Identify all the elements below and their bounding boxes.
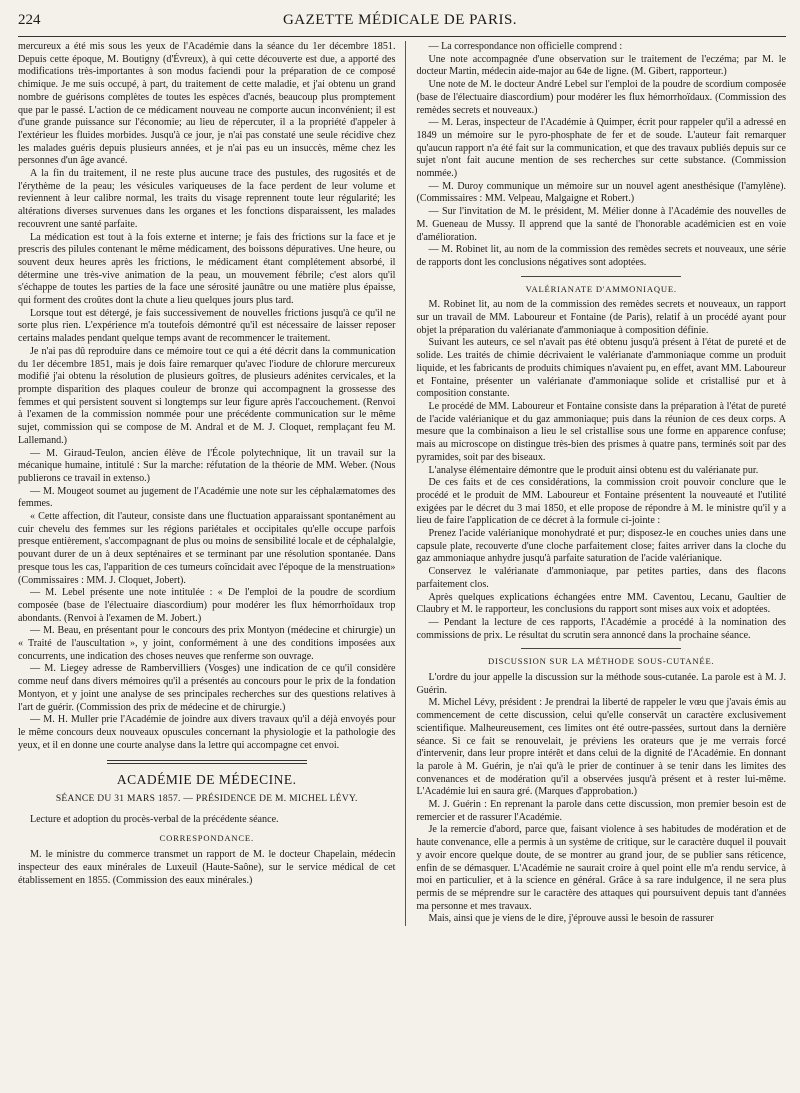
- subsection-heading: CORRESPONDANCE.: [159, 833, 254, 844]
- paragraph: Une note accompagnée d'une observation sur le traitement de l'eczéma; par M. le docteur Martin, médecin aide-major au 64e de ligne. (M. Gibert, rapporteur.): [416, 53, 786, 78]
- seance-heading: SÉANCE DU 31 MARS 1857. — PRÉSIDENCE DE M. MICHEL LÉVY.: [55, 794, 358, 805]
- section-divider: [521, 648, 681, 649]
- paragraph: M. Robinet lit, au nom de la commission des remèdes secrets et nouveaux, un rapport sur un travail de MM. Laboureur et Fontaine (de Paris), relatif à un procédé ayant pour objet la préparation du valérianate d'ammoniaque à composition définie.: [416, 299, 786, 336]
- journal-title: GAZETTE MÉDICALE DE PARIS.: [282, 12, 518, 28]
- left-column: [18, 41, 406, 926]
- paragraph: M. le ministre du commerce transmet un rapport de M. le docteur Chapelain, médecin inspecteur des eaux minérales de Luxeuil (Haute-Saône), sur le service médical de cet établissement en 1855. (Commission des eaux minérales.): [18, 849, 396, 886]
- paragraph: « Cette affection, dit l'auteur, consiste dans une fluctuation apparaissant spontanément au cuir chevelu des femmes sur les régions pariétales et occipitales qu'elle occupe parfois presque entièrement, s'accompagnant de plus ou moins de sensibilité locale et de céphalalgie, pouvant durer de un à deux septénaires et se terminant par une résolution spontanée. Dans presque tous les cas, l'apparition de ces tumeurs coïncidait avec l'époque de la menstruation» (Commissaires : MM. J. Cloquet, Jobert).: [18, 511, 396, 586]
- paragraph: — M. Giraud-Teulon, ancien élève de l'École polytechnique, lit un travail sur la mécanique humaine, intitulé : Sur la marche: réfutation de la théorie de MM. Weber. (Nous publierons ce travail in extenso.): [18, 447, 396, 484]
- paragraph: — Pendant la lecture de ces rapports, l'Académie a procédé à la nomination des commissions de prix. Le résultat du scrutin sera annoncé dans la prochaine séance.: [416, 616, 786, 641]
- page-header: [18, 12, 786, 37]
- paragraph: M. J. Guérin : En reprenant la parole dans cette discussion, mon premier besoin est de remercier et de rassurer l'Académie.: [416, 799, 786, 823]
- paragraph: Conservez le valérianate d'ammoniaque, par petites parties, dans des flacons parfaitement clos.: [416, 566, 786, 590]
- paragraph: Après quelques explications échangées entre MM. Caventou, Lecanu, Gaultier de Claubry et M. le rapporteur, les conclusions du rapport sont mises aux voix et adoptées.: [416, 591, 786, 616]
- paragraph: — M. Robinet lit, au nom de la commission des remèdes secrets et nouveaux, une série de rapports dont les conclusions négatives sont adoptées.: [416, 244, 786, 268]
- paragraph: — M. Leras, inspecteur de l'Académie à Quimper, écrit pour rappeler qu'il a adressé en 1849 un mémoire sur le pyro-phosphate de fer et de soude. L'auteur fait remarquer qu'aucun rapport n'a été fait sur la communication, et que des travaux publiés depuis sur ce sujet n'ont fait aucune mention de ses recherches sur cette substance. (Commission nommée.): [416, 117, 786, 180]
- paragraph: Je n'ai pas dû reproduire dans ce mémoire tout ce qui a été décrit dans la communication du 1er décembre 1851, mais je dois faire remarquer qu'avec l'iodure de chlorure mercureux modifié j'ai obtenu la résolution de plusieurs goîtres, de plusieurs adénites cervicales, et la prompte disparition des plaques couleur de bronze qui accompagnent la grossesse des femmes et qui persistent souvent si longtemps sur leur figure après l'accouchement. (Renvoi à l'examen de la commission nommée pour une précédente communication sur le même sujet, commission qui se compose de M. Andral et de M. J. Cloquet, remplaçant feu M. Lallemand.): [18, 345, 396, 446]
- paragraph: Lecture et adoption du procès-verbal de la précédente séance.: [30, 813, 279, 825]
- paragraph: La médication est tout à la fois externe et interne; je fais des frictions sur la face et je prescris des pilules contenant le même médicament, des boissons dépuratives. Une heure, ou souvent deux heures après les frictions, le médicament étant complétement absorbé, il détermine une très-vive animation de la peau, un mouvement fébrile; c'est alors qu'il s'échappe de toutes les parties de la face une sérosité jaunâtre ou une matière plus épaisse, qui forment des croûtes dont la chute a lieu quelques jours plus tard.: [18, 231, 396, 307]
- paragraph: De ces faits et de ces considérations, la commission croit pouvoir conclure que le procédé et le produit de MM. Laboureur et Fontaine présentent la nouveauté et l'utilité exigées par le décret du 3 mai 1850, et elle propose de répondre à M. le ministre qu'il y a lieu de faire l'application de ce décret à la formule ci-jointe :: [416, 477, 786, 527]
- paragraph: L'analyse élémentaire démontre que le produit ainsi obtenu est du valérianate pur.: [428, 464, 759, 476]
- section-divider: [107, 760, 307, 764]
- section-divider: [521, 276, 681, 277]
- paragraph: — M. Beau, en présentant pour le concours des prix Montyon (médecine et chirurgie) un « Traité de l'auscultation », y joint, conformément à une des conditions imposées aux concurrents, une indication des choses neuves que renferme son ouvrage.: [18, 625, 396, 662]
- page-number: 224: [18, 12, 41, 28]
- paragraph: L'ordre du jour appelle la discussion sur la méthode sous-cutanée. La parole est à M. J. Guérin.: [416, 672, 786, 696]
- paragraph: — La correspondance non officielle comprend :: [428, 41, 623, 52]
- section-title: ACADÉMIE DE MÉDECINE.: [116, 772, 297, 788]
- paragraph: A la fin du traitement, il ne reste plus aucune trace des pustules, des rugosités et de l'érythème de la peau; les vésicules variqueuses de la face perdent de leur volume et reviennent à leur calibre normal, les traits du visage reprennent toute leur régularité; les altérations diverses survenues dans les organes et les fonctions disparaissent, les malades recouvrent une santé parfaite.: [18, 168, 396, 230]
- paragraph: — M. H. Muller prie l'Académie de joindre aux divers travaux qu'il a déjà envoyés pour le même concours deux nouveaux opuscules concernant la physiologie et la pathologie des yeux, et il en donne une courte analyse dans la lettre qui accompagne cet envoi.: [18, 714, 396, 751]
- paragraph: — M. Lebel présente une note intitulée : « De l'emploi de la poudre de scordium composée (base de l'électuaire diascordium) pour modérer les flux hémorrhoïdaux trop abondants. (Renvoi à l'examen de M. Jobert.): [18, 587, 396, 624]
- paragraph: Le procédé de MM. Laboureur et Fontaine consiste dans la préparation à l'état de pureté de l'acide valérianique et du gaz ammoniaque; puis dans la réunion de ces deux corps. A mesure que la combinaison a lieu le sel cristallise sous une forme en apparence confuse; mais au microscope on distingue très-bien des prismes à quatre pans, terminés soit par des pyramides, soit par des biseaux.: [416, 400, 786, 463]
- right-column: [406, 41, 786, 926]
- paragraph: M. Michel Lévy, président : Je prendrai la liberté de rappeler le vœu que j'avais émis au commencement de cette discussion, celui qu'elle conservât un caractère exclusivement scientifique. Malheureusement, ces limites ont été outre-passées, surtout dans la dernière séance. Si ce fait se renouvelait, je préviens les orateurs que je me verrais forcé d'intervenir, dans leur propre intérêt et dans celui de la dignité de l'Académie. En donnant la parole à M. Guérin, je n'ai qu'à le prier de continuer à se tenir dans les limites des convenances et de modération qu'il a observées jusqu'à présent et à rester lui-même. L'Académie lui en saura gré. (Marques d'approbation.): [416, 697, 786, 798]
- paragraph: — Sur l'invitation de M. le président, M. Mélier donne à l'Académie des nouvelles de M. Gueneau de Mussy. Il apprend que la santé de l'honorable académicien est en voie d'amélioration.: [416, 206, 786, 243]
- paragraph: Mais, ainsi que je viens de le dire, j'éprouve aussi le besoin de rassurer: [428, 913, 714, 925]
- paragraph: Je la remercie d'abord, parce que, faisant violence à ses habitudes de modération et de haute convenance, elle a permis à un système de critique, sur le caractère duquel il pouvait y avoir encore quelque doute, de se montrer au grand jour, de se publier sans réticence, enfin de se démasquer. L'Académie ne saurait croire à quel point elle m'a rendu service, à moi en particulier, et à la science en général. Grâce à sa rare indulgence, il ne sera plus permis de se méprendre sur le caractère des attaques qui poursuivent depuis tant d'années ma personne et mes travaux.: [416, 824, 786, 912]
- paragraph: Lorsque tout est détergé, je fais successivement de nouvelles frictions jusqu'à ce qu'il ne sorte plus rien. L'expérience m'a toutefois démontré qu'il est nécessaire de laisser reposer certains malades pendant quelque temps avant de recommencer le traitement.: [18, 307, 396, 345]
- paragraph: mercureux a été mis sous les yeux de l'Académie dans la séance du 1er décembre 1851. Depuis cette époque, M. Boutigny (d'Évreux), à qui cette découverte est due, a apporté des modifications très-importantes à son modus faciendi pour la préparation de ce composé chimique. Je me suis occupé, à part, du traitement de cette maladie, et j'ai obtenu un grand nombre de guérisons complètes de toutes les espèces d'acnés, beaucoup plus promptement que par le passé. L'action de ce médicament nouveau ne comporte aucun inconvénient; il est d'une grande puissance sur l'économie; au lieu de répercuter, il a la propriété d'appeler à l'extérieur les fluides morbides. Jusqu'à ce jour, je n'ai pas constaté une seule récidive chez les malades guéris depuis plusieurs années, et je n'ai pas eu un insuccès, même chez les personnes d'un âge avancé.: [18, 41, 396, 167]
- paragraph: Prenez l'acide valérianique monohydraté et pur; disposez-le en couches unies dans une capsule plate, recouverte d'une cloche parfaitement close; faites arriver dans la cloche du gaz ammoniaque anhydre jusqu'à parfaite saturation de l'acide valérianique.: [416, 528, 786, 565]
- paragraph: Une note de M. le docteur André Lebel sur l'emploi de la poudre de scordium composée (base de l'électuaire diascordium) pour modérer les flux hémorrhoïdaux. (Commission des remèdes secrets et nouveaux.): [416, 79, 786, 116]
- subsection-heading: DISCUSSION SUR LA MÉTHODE SOUS-CUTANÉE.: [487, 656, 715, 667]
- columns: [18, 41, 786, 926]
- paragraph: — M. Duroy communique un mémoire sur un nouvel agent anesthésique (l'amylène). (Commissaires : MM. Velpeau, Malgaigne et Robert.): [416, 180, 786, 205]
- paragraph: — M. Liegey adresse de Rambervilliers (Vosges) une indication de ce qu'il considère comme neuf dans divers mémoires qu'il a présentés au concours pour le prix de la fondation Montyon, et y joint une analyse de ses principales recherches sur des questions relatives à l'art de guérir. (Commission des prix de médecine et de chirurgie.): [18, 663, 396, 713]
- paragraph: — M. Mougeot soumet au jugement de l'Académie une note sur les céphalæmatomes des femmes.: [18, 485, 396, 510]
- subsection-heading: VALÉRIANATE D'AMMONIAQUE.: [525, 283, 677, 294]
- paragraph: Suivant les auteurs, ce sel n'avait pas été obtenu jusqu'à présent à l'état de pureté et de solide. Les traités de chimie décrivaient le valérianate d'ammoniaque comme un produit liquide, et les fabricants de produits chimiques n'avaient pu, en effet, avant MM. Laboureur et Fontaine, présenter un valérianate d'ammoniaque solide et cristallisé pur et à composition constante.: [416, 337, 786, 400]
